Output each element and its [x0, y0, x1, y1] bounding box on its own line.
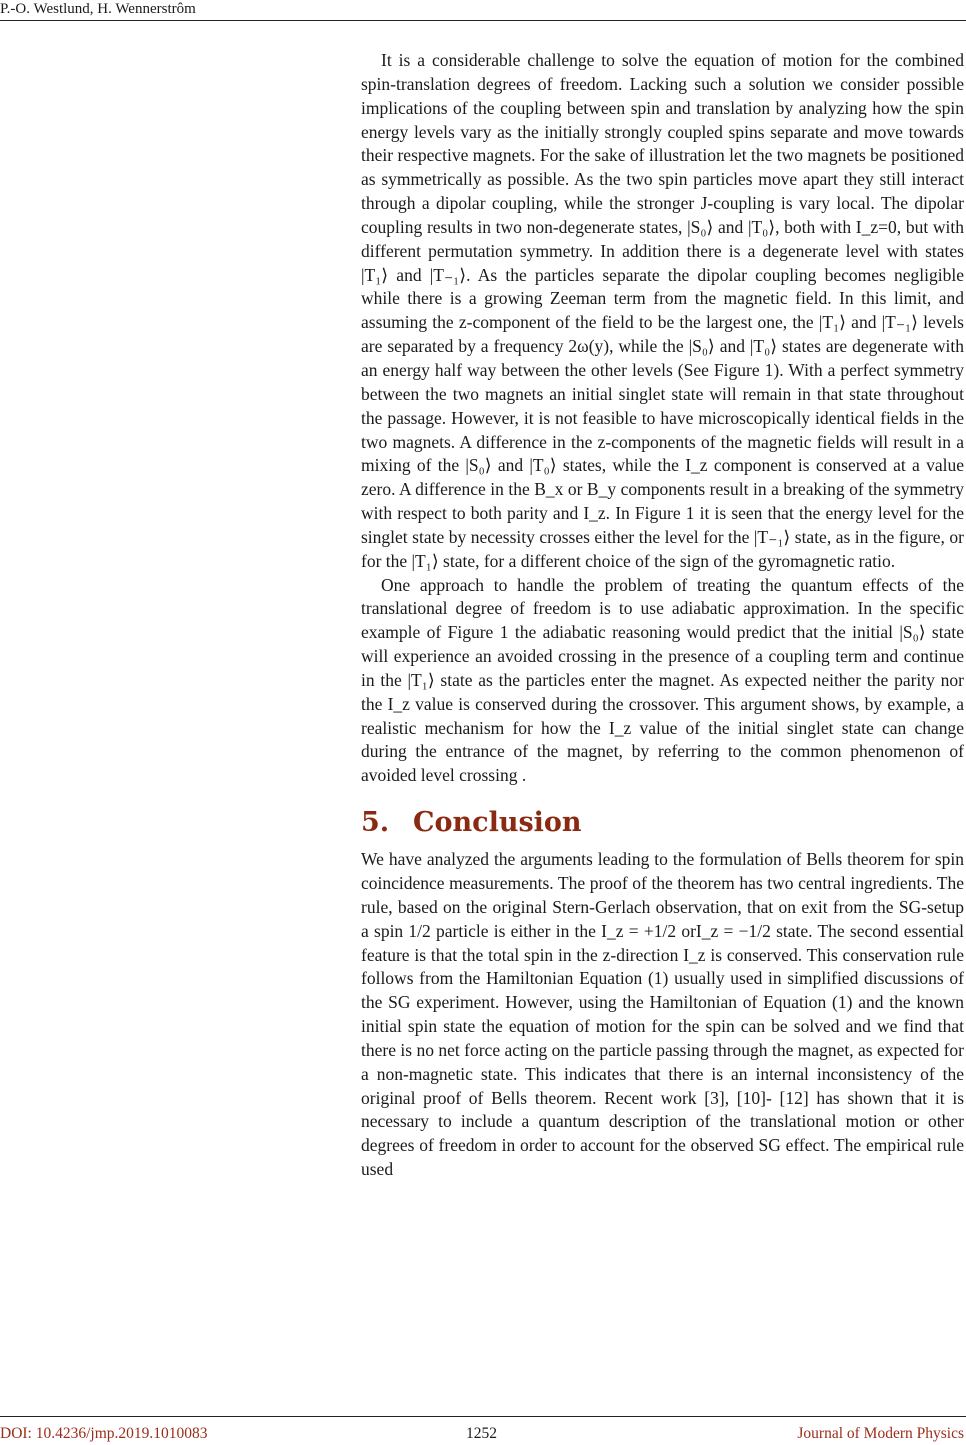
- body-paragraph: It is a considerable challenge to solve the equation of motion for the combined spin-translation degrees of freedom. Lacking such a solution we consider possible implications of the coupling between spin and translation by analyzing how the spin energy levels vary as the initially strongly coupled spins separate and move towards their respective magnets. For the sake of illustration let the two magnets be positioned as symmetrically as possible. As the two spin particles move apart they still interact through a dipolar coupling, while the stronger J-coupling is vary local. The dipolar coupling results in two non-degenerate states, |S₀⟩ and |T₀⟩, both with I_z=0, but with different permutation symmetry. In addition there is a degenerate level with states |T₁⟩ and |T₋₁⟩. As the particles separate the dipolar coupling becomes negligible while there is a growing Zeeman term from the magnetic field. In this limit, and assuming the z-component of the field to be the largest one, the |T₁⟩ and |T₋₁⟩ levels are separated by a frequency 2ω(y), while the |S₀⟩ and |T₀⟩ states are degenerate with an energy half way between the other levels (See Figure 1). With a perfect symmetry between the two magnets an initial singlet state will remain in that state throughout the passage. However, it is not feasible to have microscopically identical fields in the two magnets. A difference in the z-components of the magnetic fields will result in a mixing of the |S₀⟩ and |T₀⟩ states, while the I_z component is conserved at a value zero. A difference in the B_x or B_y components result in a breaking of the symmetry with respect to both parity and I_z. In Figure 1 it is seen that the energy level for the singlet state by necessity crosses either the level for the |T₋₁⟩ state, as in the figure, or for the |T₁⟩ state, for a different choice of the sign of the gyromagnetic ratio.: [361, 50, 964, 571]
- main-text-column: [361, 49, 964, 1182]
- running-header-authors: P.-O. Westlund, H. Wennerstrôm: [0, 1, 196, 17]
- section-title: Conclusion: [413, 807, 582, 839]
- section-heading: [361, 806, 964, 840]
- page-footer: [0, 1424, 966, 1444]
- section-number: 5.: [361, 807, 390, 839]
- footer-rule: [0, 1416, 966, 1417]
- journal-link[interactable]: Journal of Modern Physics: [797, 1425, 964, 1442]
- body-paragraph: We have analyzed the arguments leading to the formulation of Bells theorem for spin coincidence measurements. The proof of the theorem has two central ingredients. The rule, based on the original Stern-Gerlach observation, that on exit from the SG-setup a spin 1/2 particle is either in the I_z = +1/2 orI_z = −1/2 state. The second essential feature is that the total spin in the z-direction I_z is conserved. This conservation rule follows from the Hamiltonian Equation (1) usually used in simplified discussions of the SG experiment. However, using the Hamiltonian of Equation (1) and the known initial spin state the equation of motion for the spin can be solved and we find that there is no net force acting on the particle passing through the magnet, as expected for a non-magnetic state. This indicates that there is an internal inconsistency of the original proof of Bells theorem. Recent work [3], [10]- [12] has shown that it is necessary to include a quantum description of the translational motion or other degrees of freedom in order to account for the observed SG effect. The empirical rule used: [361, 849, 964, 1180]
- page-number: 1252: [466, 1425, 497, 1442]
- body-paragraph: One approach to handle the problem of treating the quantum effects of the translational degree of freedom is to use adiabatic approximation. In the specific example of Figure 1 the adiabatic reasoning would predict that the initial |S₀⟩ state will experience an avoided crossing in the presence of a coupling term and continue in the |T₁⟩ state as the particles enter the magnet. As expected neither the parity nor the I_z value is conserved during the crossover. This argument shows, by example, a realistic mechanism for how the I_z value of the initial singlet state can change during the entrance of the magnet, by referring to the common phenomenon of avoided level crossing .: [361, 574, 964, 786]
- running-header: [0, 0, 966, 21]
- doi-link[interactable]: DOI: 10.4236/jmp.2019.1010083: [0, 1425, 208, 1442]
